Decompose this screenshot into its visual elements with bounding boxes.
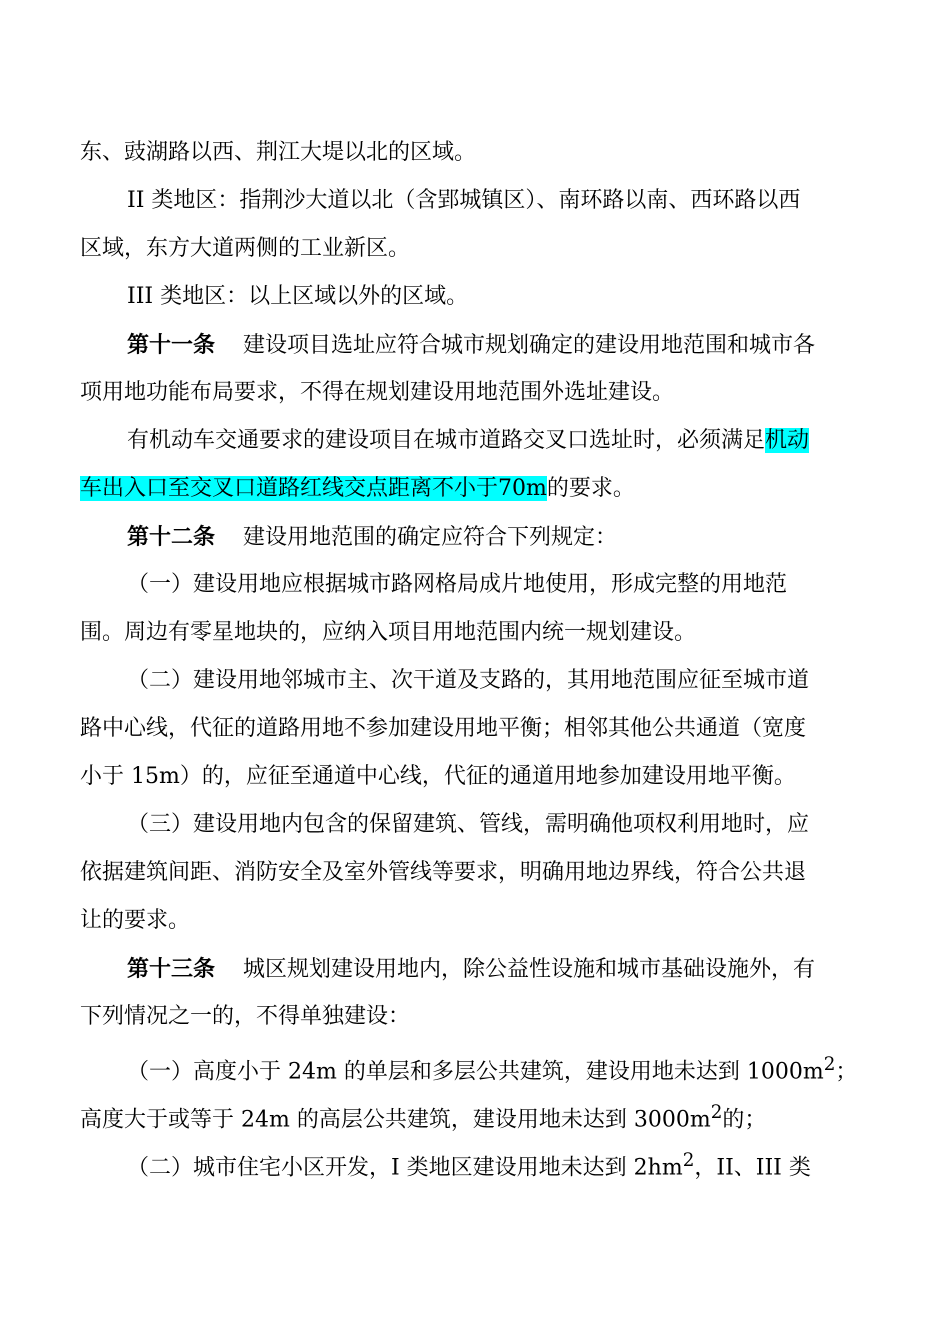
line-text: （二）建设用地邻城市主、次干道及支路的，其用地范围应征至城市道: [127, 668, 810, 693]
line-text: 建设用地范围的确定应符合下列规定：: [243, 525, 618, 550]
line-text: 小于 15m）的，应征至通道中心线，代征的通道用地参加建设用地平衡。: [80, 764, 796, 789]
line-text: ；: [835, 1059, 858, 1085]
line-text: 下列情况之一的，不得单独建设：: [80, 1004, 411, 1029]
line-text: 有机动车交通要求的建设项目在城市道路交叉口选址时，必须满足: [127, 428, 766, 453]
text-line: [80, 1001, 410, 1033]
text-line: [80, 761, 796, 793]
article-13-line: [127, 953, 815, 986]
text-line: [127, 1049, 857, 1088]
line-text: 依据建筑间距、消防安全及室外管线等要求，明确用地边界线，符合公共退: [80, 860, 807, 885]
line-text: II 类地区：指荆沙大道以北（含郢城镇区）、南环路以南、西环路以西: [127, 188, 801, 213]
article-12-line: [127, 521, 617, 554]
highlighted-text: 车出入口至交叉口道路红线交点距离不小于70m: [80, 476, 547, 501]
text-line: [80, 473, 635, 505]
line-text: 区域，东方大道两侧的工业新区。: [80, 236, 411, 261]
text-line: [80, 905, 190, 937]
text-line: [127, 569, 787, 601]
text-line: [127, 281, 468, 313]
line-text: 围。周边有零星地块的，应纳入项目用地范围内统一规划建设。: [80, 620, 697, 645]
line-text: （一）建设用地应根据城市路网格局成片地使用，形成完整的用地范: [127, 572, 788, 597]
line-text: （三）建设用地内包含的保留建筑、管线，需明确他项权利用地时，应: [127, 812, 810, 837]
line-text: ，II、III 类: [694, 1155, 811, 1181]
line-text: 高度大于或等于 24m 的高层公共建筑，建设用地未达到 3000m: [80, 1107, 711, 1133]
article-number: 第十一条: [127, 332, 216, 358]
article-number: 第十三条: [127, 956, 216, 982]
line-text: III 类地区：以上区域以外的区域。: [127, 284, 469, 309]
line-text: 项用地功能布局要求，不得在规划建设用地范围外选址建设。: [80, 380, 675, 405]
line-text: （二）城市住宅小区开发，I 类地区建设用地未达到 2hm: [127, 1155, 683, 1181]
text-line: [127, 809, 809, 841]
line-text: 的要求。: [546, 476, 635, 501]
article-11-line: [127, 329, 815, 362]
line-text: （一）高度小于 24m 的单层和多层公共建筑，建设用地未达到 1000m: [127, 1059, 824, 1085]
text-line: [127, 425, 809, 457]
superscript: 2: [710, 1102, 723, 1123]
line-text: 的；: [722, 1107, 767, 1133]
line-text: 城区规划建设用地内，除公益性设施和城市基础设施外，有: [243, 957, 816, 982]
text-line: [80, 377, 674, 409]
line-text: 路中心线，代征的道路用地不参加建设用地平衡；相邻其他公共通道（宽度: [80, 716, 807, 741]
superscript: 2: [682, 1150, 695, 1171]
text-line: [80, 233, 410, 265]
line-text: 让的要求。: [80, 908, 191, 933]
article-number: 第十二条: [127, 524, 216, 550]
superscript: 2: [823, 1054, 836, 1075]
text-line: [80, 713, 806, 745]
text-line: [127, 1145, 811, 1184]
highlighted-text: 机动: [765, 428, 810, 453]
text-line: [80, 857, 806, 889]
text-line: [80, 617, 696, 649]
text-line: [127, 185, 800, 217]
text-line: [80, 1097, 766, 1136]
line-text: 东、豉湖路以西、荆江大堤以北的区域。: [80, 140, 477, 165]
text-line: [127, 665, 809, 697]
text-line: [80, 137, 476, 169]
line-text: 建设项目选址应符合城市规划确定的建设用地范围和城市各: [243, 333, 816, 358]
